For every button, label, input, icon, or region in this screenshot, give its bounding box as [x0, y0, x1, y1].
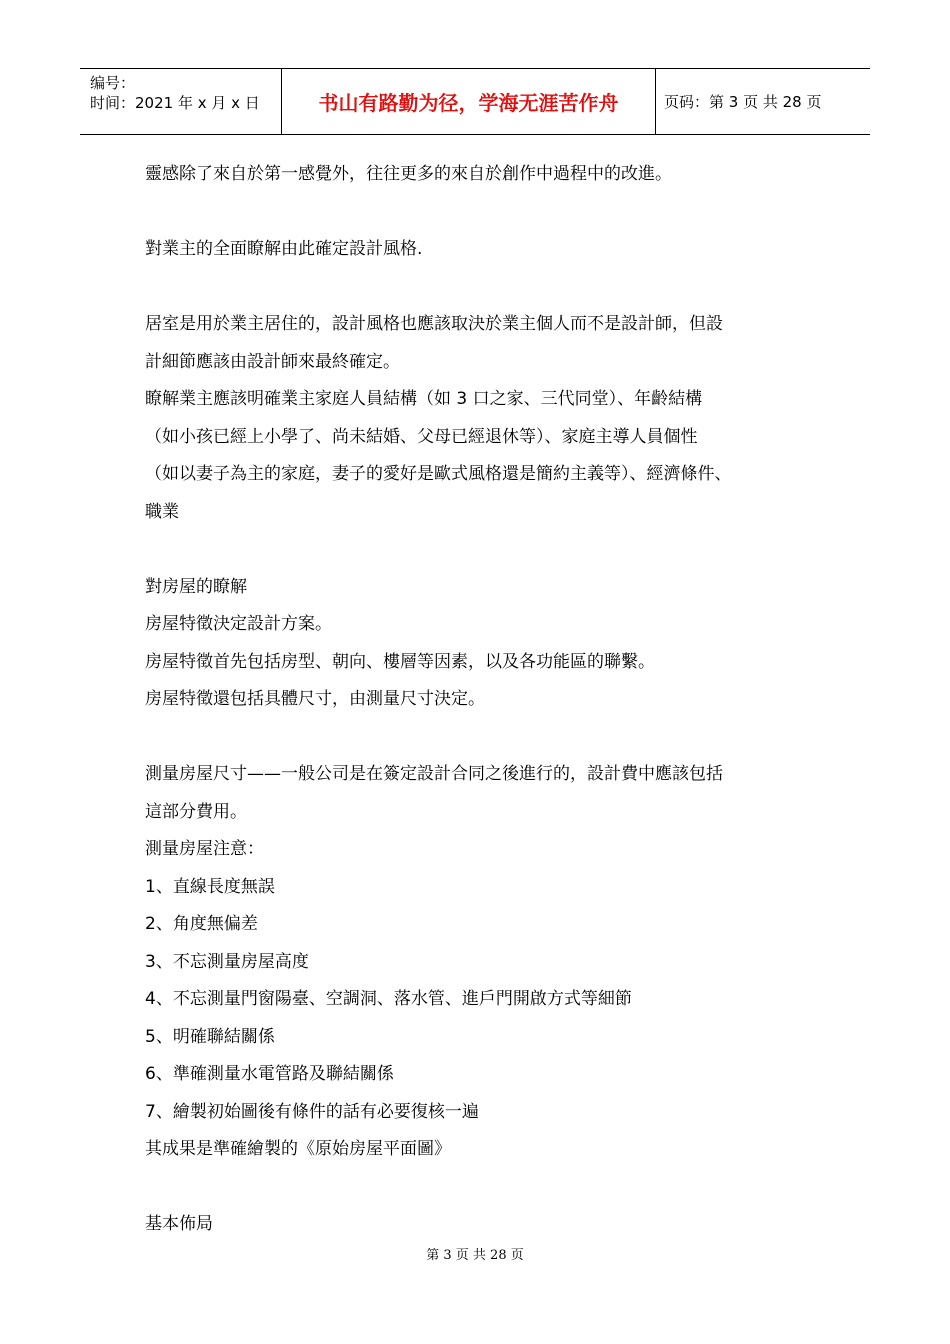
document-time-label: 时间：2021 年 x 月 x 日 — [90, 94, 260, 112]
list-item: 3、不忘測量房屋高度 — [145, 951, 309, 972]
paragraph: 這部分費用。 — [145, 801, 247, 822]
paragraph: 房屋特徵還包括具體尺寸，由測量尺寸決定。 — [145, 689, 485, 709]
paragraph: 房屋特徵首先包括房型、朝向、樓層等因素，以及各功能區的聯繫。 — [145, 651, 655, 672]
document-body — [145, 156, 835, 1244]
section-heading: 基本佈局 — [145, 1214, 213, 1234]
page-footer: 第 3 页 共 28 页 — [426, 1248, 524, 1263]
page-header — [80, 68, 870, 135]
paragraph: 居室是用於業主居住的，設計風格也應該取決於業主個人而不是設計師，但設 — [145, 314, 723, 334]
paragraph: 對業主的全面瞭解由此確定設計風格. — [145, 239, 423, 259]
header-meta — [80, 69, 282, 134]
list-item: 2、角度無偏差 — [145, 914, 258, 934]
list-item: 7、繪製初始圖後有條件的話有必要復核一遍 — [145, 1101, 479, 1122]
section-heading: 對房屋的瞭解 — [145, 576, 247, 597]
list-item: 6、準確測量水電管路及聯結關係 — [145, 1064, 394, 1084]
list-item: 4、不忘測量門窗陽臺、空調洞、落水管、進戶門開啟方式等細節 — [145, 989, 632, 1009]
paragraph: （如小孩已經上小學了、尚未結婚、父母已經退休等）、家庭主導人員個性 — [145, 426, 698, 447]
paragraph: 測量房屋尺寸——一般公司是在簽定設計合同之後進行的，設計費中應該包括 — [145, 764, 723, 784]
header-page-number: 页码：第 3 页 共 28 页 — [664, 93, 822, 111]
paragraph: （如以妻子為主的家庭，妻子的愛好是歐式風格還是簡約主義等）、經濟條件、 — [145, 464, 732, 484]
paragraph: 測量房屋注意： — [145, 839, 264, 859]
paragraph: 房屋特徵決定設計方案。 — [145, 614, 332, 634]
header-motto: 书山有路勤为径，学海无涯苦作舟 — [282, 69, 656, 134]
list-item: 1、直線長度無誤 — [145, 876, 275, 897]
list-item: 5、明確聯結關係 — [145, 1026, 275, 1047]
paragraph: 瞭解業主應該明確業主家庭人員結構（如 3 口之家、三代同堂）、年齡結構 — [145, 389, 703, 409]
paragraph: 職業 — [145, 501, 179, 522]
paragraph: 靈感除了來自於第一感覺外，往往更多的來自於創作中過程中的改進。 — [145, 164, 672, 184]
paragraph: 計細節應該由設計師來最終確定。 — [145, 351, 400, 372]
paragraph: 其成果是準確繪製的《原始房屋平面圖》 — [145, 1139, 451, 1159]
document-number-label: 编号： — [90, 74, 136, 92]
